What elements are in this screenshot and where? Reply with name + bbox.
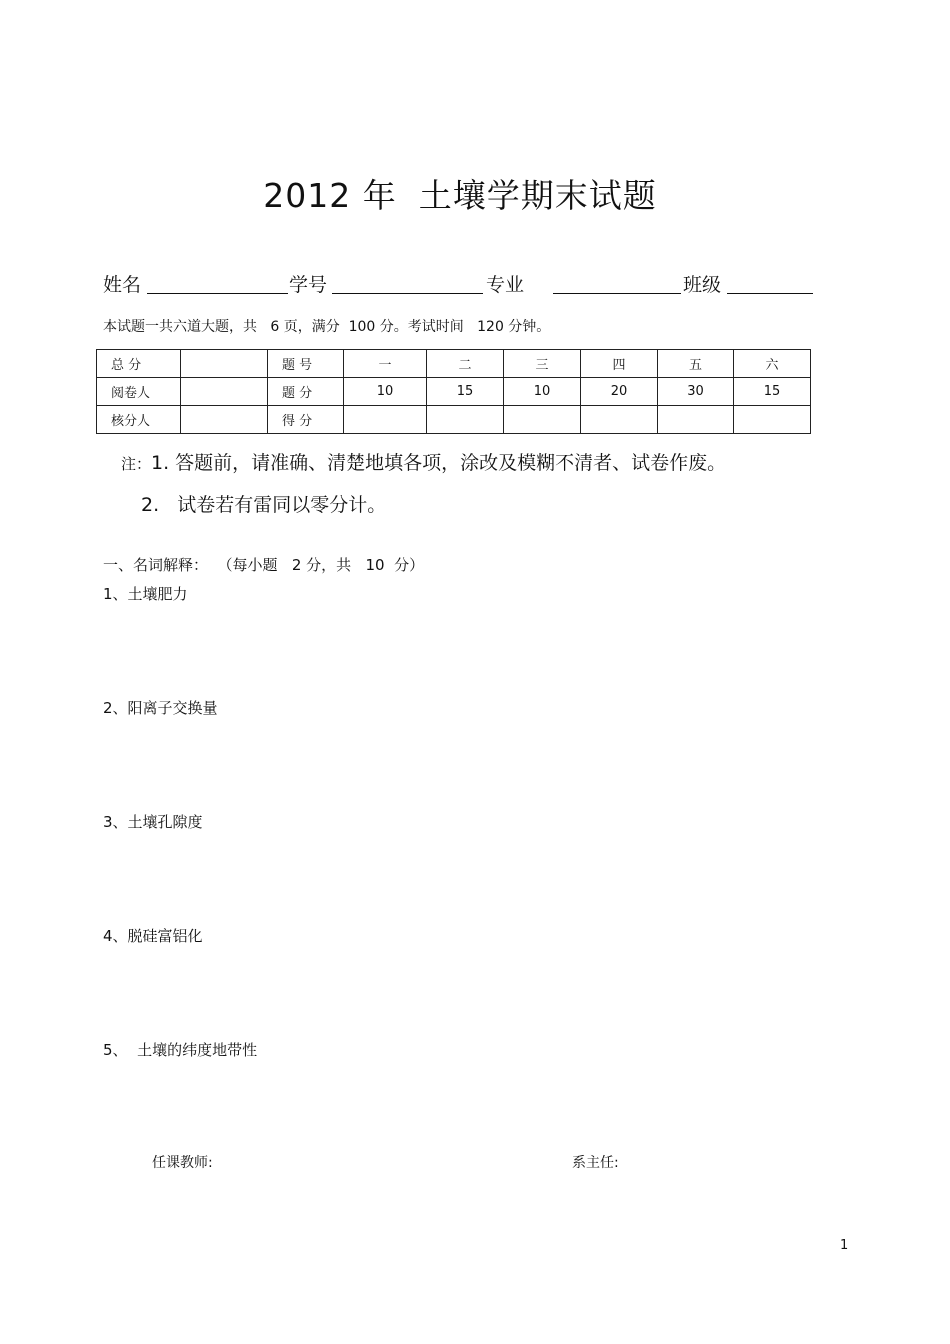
question-number-cell: 一	[344, 350, 427, 378]
total-score-label: 总 分	[97, 350, 181, 378]
title-subject: 土壤学期末试题	[418, 176, 657, 215]
student-id-label: 学号	[289, 274, 328, 296]
name-blank[interactable]	[147, 293, 288, 294]
question-number-cell: 四	[581, 350, 658, 378]
page-title	[0, 170, 920, 217]
score-table	[96, 349, 811, 434]
name-label: 姓名	[103, 274, 142, 296]
earned-score-cell[interactable]	[427, 406, 504, 434]
earned-score-cell[interactable]	[504, 406, 581, 434]
class-label: 班级	[683, 274, 722, 296]
list-item: 3、土壤孔隙度	[103, 813, 203, 831]
earned-score-cell[interactable]	[344, 406, 427, 434]
question-points-cell: 15	[734, 378, 811, 406]
table-row	[97, 350, 811, 378]
note-1	[121, 448, 726, 475]
question-number-label: 题 号	[268, 350, 344, 378]
earned-score-cell[interactable]	[658, 406, 734, 434]
question-points-cell: 10	[504, 378, 581, 406]
list-item: 5、 土壤的纬度地带性	[103, 1041, 258, 1059]
question-number-cell: 二	[427, 350, 504, 378]
question-points-cell: 20	[581, 378, 658, 406]
reviewer-cell[interactable]	[181, 406, 268, 434]
major-blank[interactable]	[553, 293, 681, 294]
list-item: 1、土壤肥力	[103, 585, 188, 603]
question-number-cell: 五	[658, 350, 734, 378]
question-points-cell: 15	[427, 378, 504, 406]
student-info-row	[103, 268, 815, 298]
note-prefix: 注：	[121, 455, 152, 473]
question-points-cell: 30	[658, 378, 734, 406]
grader-cell[interactable]	[181, 378, 268, 406]
list-item: 2、阳离子交换量	[103, 699, 218, 717]
question-points-label: 题 分	[268, 378, 344, 406]
total-score-cell[interactable]	[181, 350, 268, 378]
section-heading: 一、名词解释： （每小题 2 分，共 10 分）	[103, 556, 425, 574]
title-year: 2012 年	[263, 176, 397, 215]
earned-score-cell[interactable]	[734, 406, 811, 434]
teacher-signature-label: 任课教师:	[152, 1155, 213, 1171]
question-number-cell: 六	[734, 350, 811, 378]
question-number-cell: 三	[504, 350, 581, 378]
table-row	[97, 406, 811, 434]
reviewer-label: 核分人	[97, 406, 181, 434]
note-2: 2. 试卷若有雷同以零分计。	[141, 494, 387, 516]
grader-label: 阅卷人	[97, 378, 181, 406]
director-signature-label: 系主任:	[572, 1155, 619, 1171]
student-id-blank[interactable]	[332, 293, 483, 294]
earned-score-cell[interactable]	[581, 406, 658, 434]
earned-score-label: 得 分	[268, 406, 344, 434]
class-blank[interactable]	[727, 293, 813, 294]
note-1-text: 1. 答题前，请准确、清楚地填各项，涂改及模糊不清者、试卷作废。	[151, 452, 727, 474]
table-row	[97, 378, 811, 406]
major-label: 专业	[486, 274, 525, 296]
question-points-cell: 10	[344, 378, 427, 406]
list-item: 4、脱硅富铝化	[103, 927, 203, 945]
exam-intro: 本试题一共六道大题，共 6 页，满分 100 分。考试时间 120 分钟。	[103, 319, 551, 335]
page-number: 1	[840, 1238, 849, 1253]
